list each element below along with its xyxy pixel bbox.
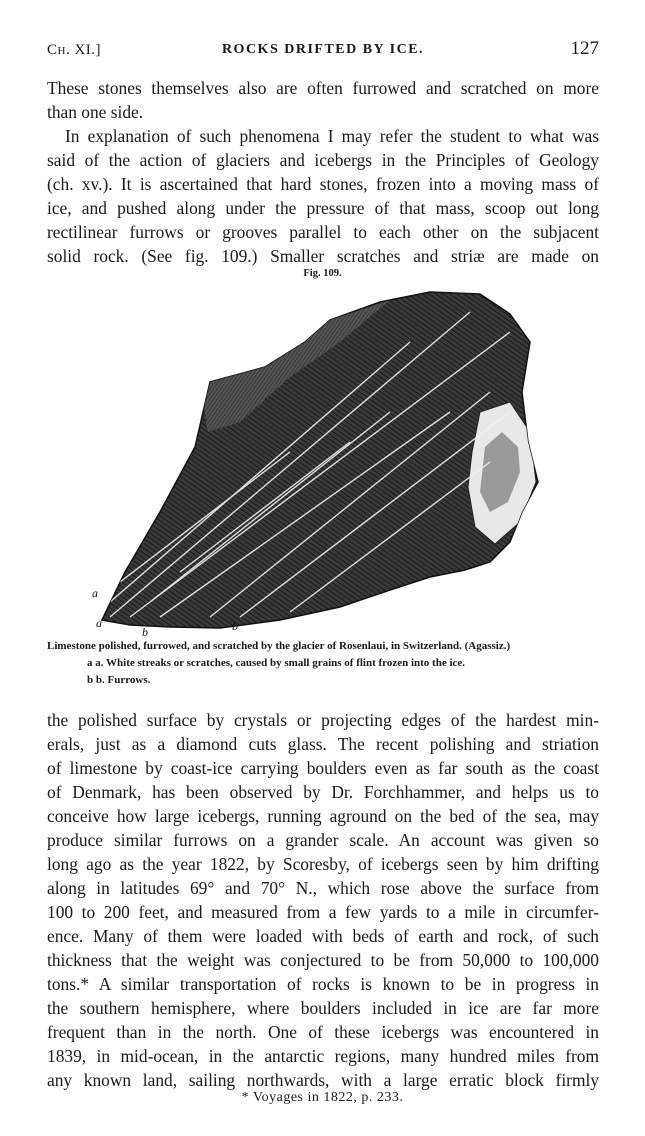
text-line: produce similar furrows on a grander scale. An account was given so bbox=[47, 830, 599, 850]
text-line: tons.* A similar transportation of rocks is known to be in progress in bbox=[47, 974, 599, 994]
text-line: thickness that the weight was conjectured to be from 50,000 to 100,000 bbox=[47, 950, 599, 970]
text-line: any known land, sailing northwards, with a large erratic block firmly bbox=[47, 1070, 599, 1090]
text-line: said of the action of glaciers and icebergs in the Principles of Geology bbox=[47, 150, 599, 170]
footnote: * Voyages in 1822, p. 233. bbox=[241, 1090, 404, 1105]
chapter-label: Ch. XI.] bbox=[47, 42, 102, 58]
running-header bbox=[47, 38, 599, 64]
text-line: the southern hemisphere, where boulders included in ice are far more bbox=[47, 998, 599, 1018]
figure-caption bbox=[47, 638, 607, 689]
text-line: than one side. bbox=[47, 102, 144, 122]
text-line: along in latitudes 69° and 70° N., which rose above the surface from bbox=[47, 878, 599, 898]
text-line: of limestone by coast-ice carrying boulders even as far south as the coast bbox=[47, 758, 599, 778]
marker-b-right: b bbox=[232, 619, 238, 633]
caption-key-a: a a. White streaks or scratches, caused by small grains of flint frozen into the ice. bbox=[87, 657, 466, 669]
text-line: solid rock. (See fig. 109.) Smaller scratches and striæ are made on bbox=[47, 246, 599, 266]
text-line: the polished surface by crystals or projecting edges of the hardest min- bbox=[47, 710, 599, 730]
limestone-illustration bbox=[90, 272, 610, 644]
caption-key-b: b b. Furrows. bbox=[87, 674, 151, 686]
text-line: 1839, in mid-ocean, in the antarctic regions, many hundred miles from bbox=[47, 1046, 599, 1066]
text-line: erals, just as a diamond cuts glass. The recent polishing and striation bbox=[47, 734, 599, 754]
text-line: In explanation of such phenomena I may refer the student to what was bbox=[65, 126, 599, 146]
text-line: ence. Many of them were loaded with beds of earth and rock, of such bbox=[47, 926, 599, 946]
top-paragraphs bbox=[47, 76, 599, 268]
page-number: 127 bbox=[570, 38, 599, 59]
text-line: rectilinear furrows or grooves parallel to each other on the subjacent bbox=[47, 222, 599, 242]
text-line: 100 to 200 feet, and measured from a few yards to a mile in circumfer- bbox=[47, 902, 599, 922]
text-line: long ago as the year 1822, by Scoresby, of icebergs seen by him drifting bbox=[47, 854, 599, 874]
text-line: frequent than in the north. One of these icebergs was encountered in bbox=[47, 1022, 599, 1042]
bottom-paragraph bbox=[47, 708, 599, 1092]
text-line: ice, and pushed along under the pressure of that mass, scoop out long bbox=[47, 198, 599, 218]
text-line: These stones themselves also are often furrowed and scratched on more bbox=[47, 78, 599, 98]
caption-title: Limestone polished, furrowed, and scratched by the glacier of Rosenlaui, in Switzerland. (Agassiz.) bbox=[47, 640, 511, 652]
figure-label: Fig. 109. bbox=[303, 268, 342, 279]
text-line: (ch. xv.). It is ascertained that hard stones, frozen into a moving mass of bbox=[47, 174, 599, 194]
marker-b-left: b bbox=[142, 625, 148, 639]
running-title: ROCKS DRIFTED BY ICE. bbox=[221, 42, 425, 57]
marker-a-lower: a bbox=[96, 616, 102, 630]
text-line: conceive how large icebergs, running aground on the bed of the sea, may bbox=[47, 806, 599, 826]
text-line: of Denmark, has been observed by Dr. Forchhammer, and helps us to bbox=[47, 782, 599, 802]
marker-a-upper: a bbox=[92, 586, 98, 600]
